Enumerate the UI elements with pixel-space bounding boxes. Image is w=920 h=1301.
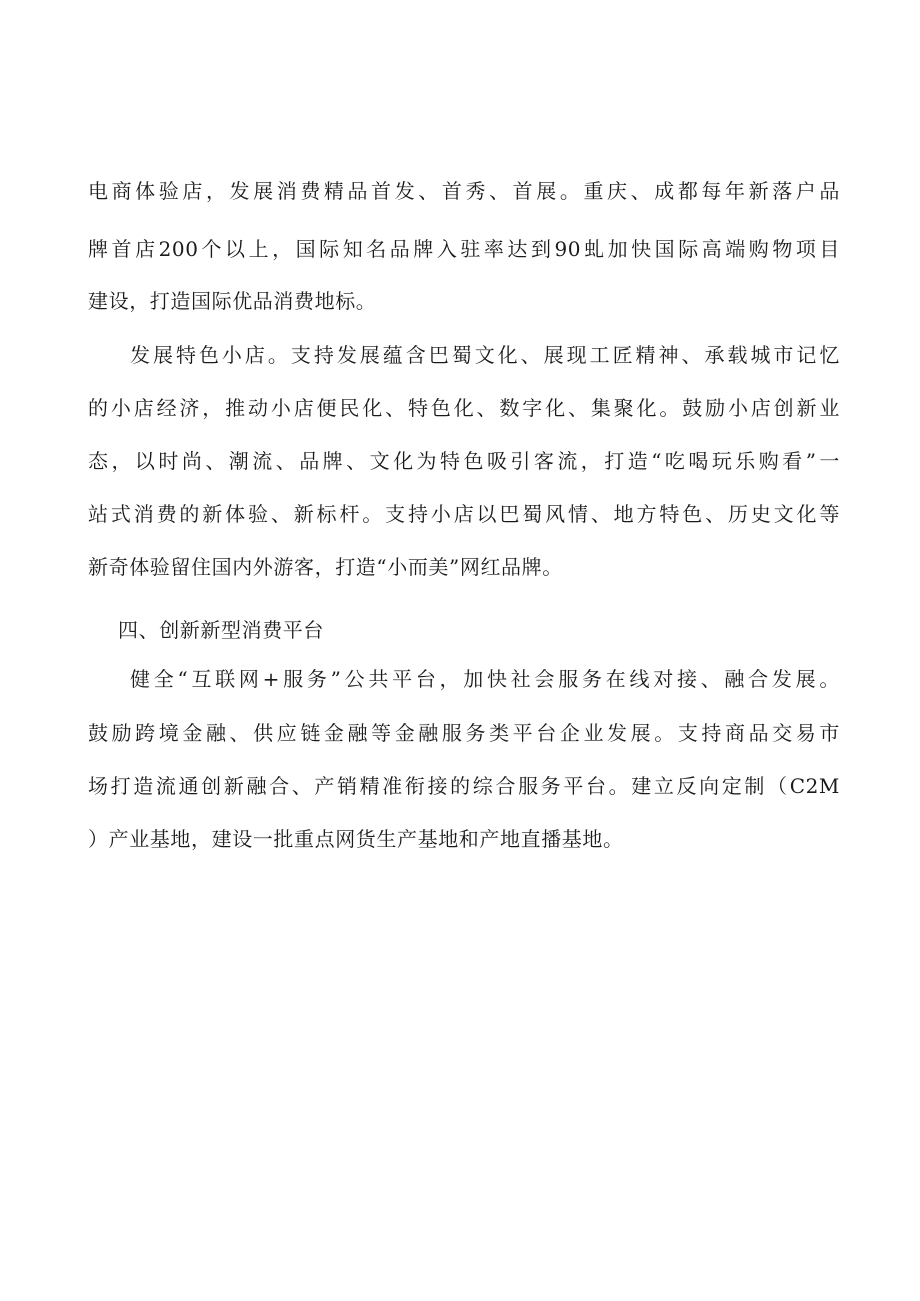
paragraph-line: 牌首店200个以上，国际知名品牌入驻率达到90虬加快国际高端购物项目 xyxy=(88,237,840,261)
paragraph-line: 发展特色小店。支持发展蕴含巴蜀文化、展现工匠精神、承载城市记忆 xyxy=(130,343,840,367)
paragraph-line: 新奇体验留住国内外游客，打造“小而美”网红品牌。 xyxy=(88,555,563,579)
section-heading: 四、创新新型消费平台 xyxy=(118,618,324,642)
paragraph-line: 的小店经济，推动小店便民化、特色化、数字化、集聚化。鼓励小店创新业 xyxy=(88,396,840,420)
paragraph-line: 健全“互联网+服务”公共平台，加快社会服务在线对接、融合发展。 xyxy=(130,667,840,691)
paragraph-line: 建设，打造国际优品消费地标。 xyxy=(88,289,377,313)
paragraph-line: 场打造流通创新融合、产销精准衔接的综合服务平台。建立反向定制（C2M xyxy=(88,774,840,798)
paragraph-line: 站式消费的新体验、新标杆。支持小店以巴蜀风情、地方特色、历史文化等 xyxy=(88,502,840,526)
paragraph-line: 态，以时尚、潮流、品牌、文化为特色吸引客流，打造“吃喝玩乐购看”一 xyxy=(88,449,840,473)
paragraph-line: 鼓励跨境金融、供应链金融等金融服务类平台企业发展。支持商品交易市 xyxy=(88,721,840,745)
paragraph-line: ）产业基地，建设一批重点网货生产基地和产地直播基地。 xyxy=(88,827,624,851)
paragraph-line: 电商体验店，发展消费精品首发、首秀、首展。重庆、成都每年新落户品 xyxy=(88,179,840,203)
